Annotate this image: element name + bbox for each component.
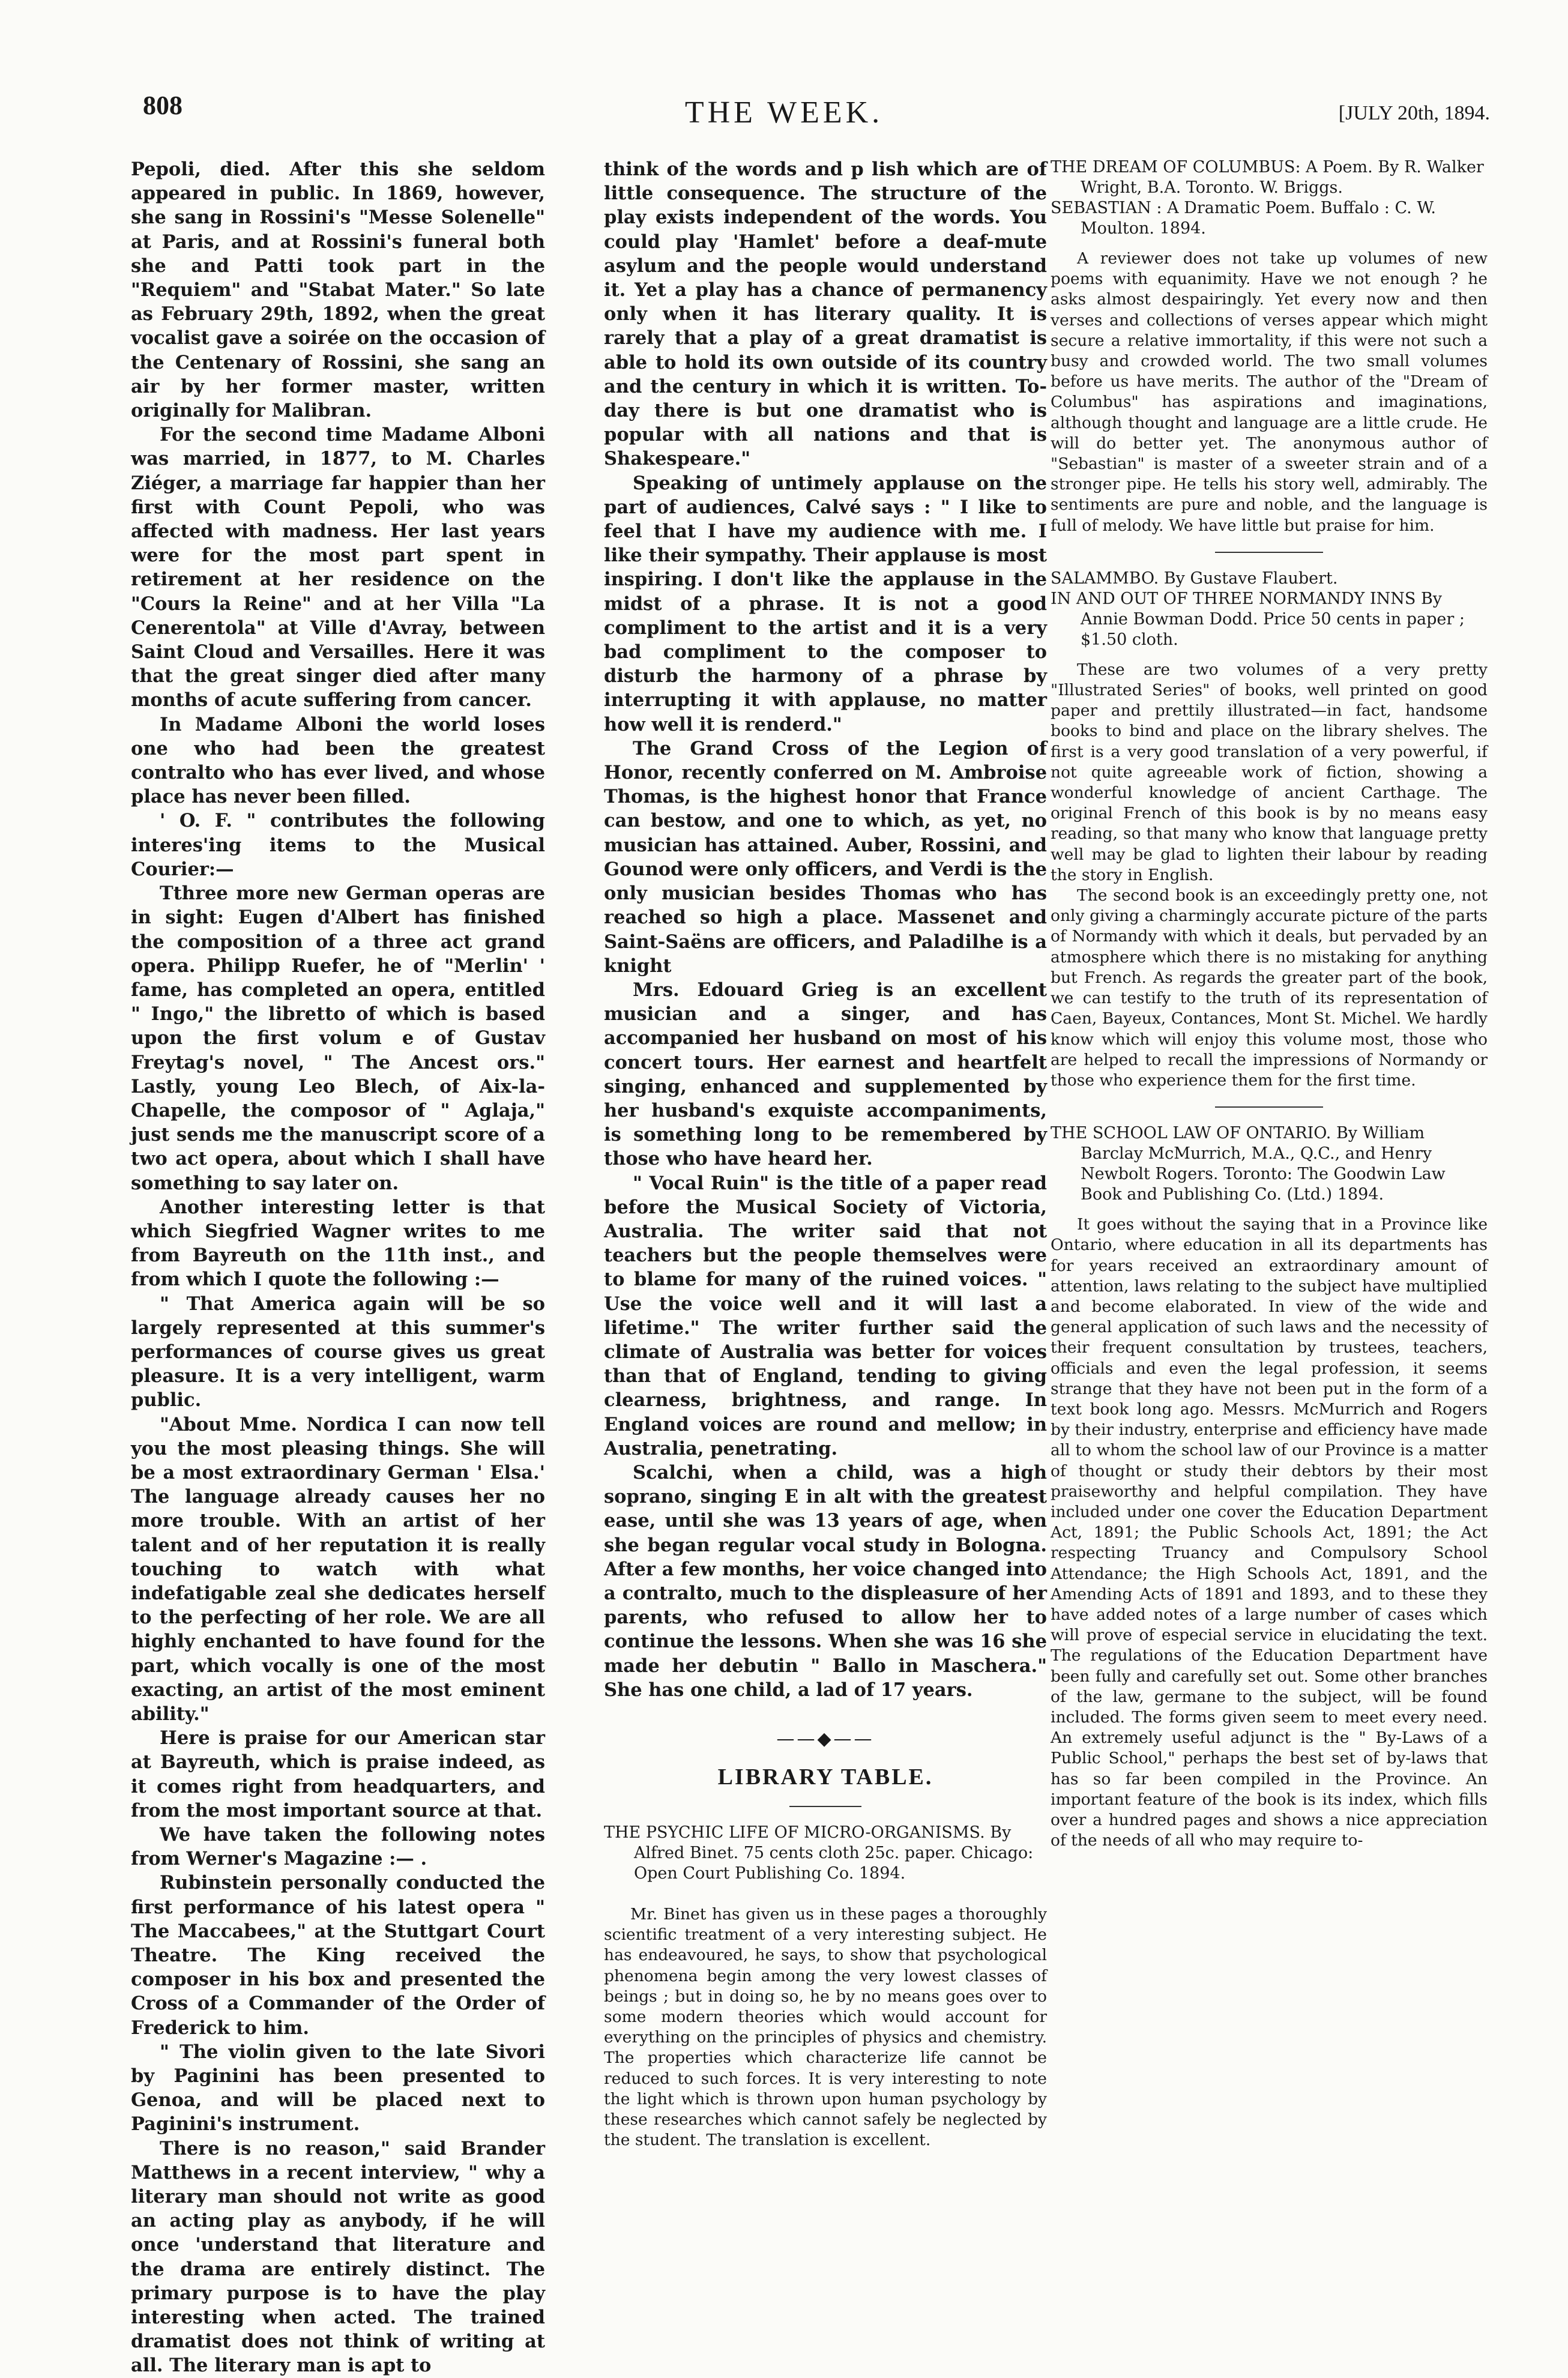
article-paragraph: think of the words and p lish which are of little consequence. The structure of the play exists independent of the words. You could play 'Hamlet' before a deaf-mute asylum and the people would understand it. Yet a play has a chance of permanency only when it has literary quality. It is rarely that a play of a great dramatist is able to hold its own outside of its country and the century in which it is written. To-day there is but one dramatist who is popular with all nations and that is Shakespeare." — [604, 158, 1047, 470]
publication-title: THE WEEK. — [684, 95, 884, 130]
article-paragraph: ' O. F. " contributes the following interes'ing items to the Musical Courier:— — [131, 810, 545, 880]
divider — [1215, 552, 1323, 553]
issue-date: [JULY 20th, 1894. — [1338, 102, 1490, 124]
divider — [1215, 1106, 1323, 1108]
article-paragraph: " Vocal Ruin" is the title of a paper read before the Musical Society of Victoria, Australia. The writer said that not teachers but the people themselves were to blame for many of the ruined voices. " Use the voice well and it will last a lifetime." The writer further said the climate of Australia was better for voices than that of England, tending to giving clearness, brightness, and range. In England voices are round and mellow; in Australia, penetrating. — [604, 1172, 1047, 1459]
page-number: 808 — [143, 91, 182, 120]
column-2 — [604, 157, 1047, 2271]
review-paragraph: The second book is an exceedingly pretty one, not only giving a charmingly accurate picture of the parts of Normandy with which it deals, but pervaded by an atmosphere which there is no mistaking for anything but French. As regards the greater part of the book, we can testify to the truth of its representation of Caen, Bayeux, Contances, Mont St. Michel. We hardly know which will enjoy this volume most, those who are helped to recall the impressions of Normandy or those who experience them for the first time. — [1051, 886, 1488, 1090]
review-entry: THE DREAM OF COLUMBUS: A Poem. By R. Walker Wright, B.A. Toronto. W. Briggs. — [1051, 158, 1484, 197]
divider — [789, 1806, 861, 1807]
review-entry: IN AND OUT OF THREE NORMANDY INNS By Annie Bowman Dodd. Price 50 cents in paper ; $1.50 cloth. — [1051, 589, 1465, 649]
article-paragraph: We have taken the following notes from Werner's Magazine :— . — [131, 1824, 545, 1870]
review-entry: SEBASTIAN : A Dramatic Poem. Buffalo : C. W. Moulton. 1894. — [1051, 199, 1436, 238]
column-3 — [1051, 157, 1488, 2271]
page-header — [0, 90, 1568, 144]
review-entry: THE PSYCHIC LIFE OF MICRO-ORGANISMS. By Alfred Binet. 75 cents cloth 25c. paper. Chicago: Open Court Publishing Co. 1894. — [604, 1823, 1034, 1883]
article-paragraph: Pepoli, died. After this she seldom appeared in public. In 1869, however, she sang in Rossini's "Messe Solenelle" at Paris, and at Rossini's funeral both she and Patti took part in the "Requiem" and "Stabat Mater." So late as February 29th, 1892, when the great vocalist gave a soirée on the occasion of the Centenary of Rossini, she sang an air by her former master, written originally for Malibran. — [131, 158, 545, 422]
article-paragraph: "About Mme. Nordica I can now tell you the most pleasing things. She will be a most extraordinary German ' Elsa.' The language already causes her no more trouble. With an artist of her talent and of her reputation it is really touching to watch with what indefatigable zeal she dedicates herself to the perfecting of her role. We are all highly enchanted to have found for the part, which vocally is one of the most exacting, an artist of the most eminent ability." — [131, 1413, 545, 1725]
article-paragraph: For the second time Madame Alboni was married, in 1877, to M. Charles Ziéger, a marriage far happier than her first with Count Pepoli, who was affected with madness. Her last years were for the most part spent in retirement at her residence on the "Cours la Reine" and at her Villa "La Cenerentola" at Ville d'Avray, between Saint Cloud and Versailles. Here it was that the great singer died after many months of acute suffering from cancer. — [131, 424, 545, 711]
article-paragraph: Tthree more new German operas are in sight: Eugen d'Albert has finished the composition of a three act grand opera. Philipp Ruefer, he of "Merlin' ' fame, has completed an opera, entitled " Ingo," the libretto of which is based upon the first volum e of Gustav Freytag's novel, " The Ancest ors." Lastly, young Leo Blech, of Aix-la-Chapelle, the composor of " Aglaja," just sends me the manuscript score of a two act opera, about which I shall have something to say later on. — [131, 883, 545, 1194]
spacer — [1051, 239, 1488, 249]
review-paragraph: These are two volumes of a very pretty "Illustrated Series" of books, well printed on good paper and prettily illustrated—in fact, handsome books to bind and place on the library shelves. The first is a very good translation of a very powerful, if not quite agreeable work of fiction, showing a wonderful knowledge of ancient Carthage. The original French of this book is by no means easy reading, so that many who know that language pretty well may be glad to lighten their labour by reading the story in English. — [1051, 660, 1488, 884]
column-1 — [131, 157, 545, 2377]
library-table-heading: LIBRARY TABLE. — [717, 1764, 933, 1790]
article-paragraph: There is no reason," said Brander Matthews in a recent interview, " why a literary man should not write as good an acting play as anybody, if he will once 'understand that literature and the drama are entirely distinct. The primary purpose is to have the play interesting when acted. The trained dramatist does not think of writing at all. The literary man is apt to — [131, 2137, 545, 2377]
article-paragraph: In Madame Alboni the world loses one who had been the greatest contralto who has ever lived, and whose place has never been filled. — [131, 713, 545, 808]
article-paragraph: Another interesting letter is that which Siegfried Wagner writes to me from Bayreuth on the 11th inst., and from which I quote the following :— — [131, 1196, 545, 1291]
article-paragraph: Rubinstein personally conducted the first performance of his latest opera " The Maccabees," at the Stuttgart Court Theatre. The King received the composer in his box and presented the Cross of a Commander of the Order of Frederick to him. — [131, 1872, 545, 2039]
spacer — [1051, 1205, 1488, 1215]
article-paragraph: Speaking of untimely applause on the part of audiences, Calvé says : " I like to feel that I have my audience with me. I like their sympathy. Their applause is most inspiring. I don't like the applause in the midst of a phrase. It is not a good compliment to the artist and it is a very bad compliment to the composer to disturb the harmony of a phrase by interrupting it with applause, no matter how well it is renderd." — [604, 472, 1047, 735]
review-paragraph: It goes without the saying that in a Province like Ontario, where education in all its departments has for years received an extraordinary amount of attention, laws relating to the subject have multiplied and become elaborated. In view of the wide and general application of such laws and the necessity of their frequent consultation by trustees, teachers, officials and even the legal profession, it seems strange that they have not been put in the form of a text book long ago. Messrs. McMurrich and Rogers by their industry, enterprise and efficiency have made all to whom the school law of our Province is a matter of thought or study their debtors by their most praiseworthy and helpful compilation. They have included under one cover the Education Department Act, 1891; the Public Schools Act, 1891; the Act respecting Truancy and Compulsory School Attendance; the High Schools Act, 1891, and the Amending Acts of 1891 and 1893, and to these they have added notes of a large number of cases which will prove of especial service in elucidating the text. The regulations of the Education Department have been fully and carefully set out. Some other branches of the law, germane to the subject, will be found included. The forms given seem to meet every need. An extremely useful adjunct is the " By-Laws of a Public School," perhaps the best set of by-laws that has so far been compiled in the Province. An important feature of the book is its index, which fills over a hundred pages and shows a nice appreciation of the needs of all who may require to- — [1051, 1215, 1488, 1850]
review-entry: SALAMMBO. By Gustave Flaubert. — [1051, 569, 1338, 588]
spacer — [604, 1884, 1047, 1904]
article-paragraph: Scalchi, when a child, was a high soprano, singing E in alt with the greatest ease, until she was 13 years of age, when she began regular vocal study in Bologna. After a few months, her voice changed into a contralto, much to the displeasure of her parents, who refused to allow her to continue the lessons. When she was 16 she made her debutin " Ballo in Maschera." She has one child, a lad of 17 years. — [604, 1461, 1047, 1701]
section-ornament: ——◆—— — [776, 1728, 875, 1749]
article-paragraph: The Grand Cross of the Legion of Honor, recently conferred on M. Ambroise Thomas, is the highest honor that France can bestow, and one to which, as yet, no musician has attained. Auber, Rossini, and Gounod were only officers, and Verdi is the only musician besides Thomas who has reached so high a place. Massenet and Saint-Saëns are officers, and Paladilhe is a knight — [604, 737, 1047, 977]
article-paragraph: Here is praise for our American star at Bayreuth, which is praise indeed, as it comes right from headquarters, and from the most important source at that. — [131, 1727, 545, 1821]
spacer — [1051, 650, 1488, 660]
article-paragraph: Mrs. Edouard Grieg is an excellent musician and a singer, and has accompanied her husband on most of his concert tours. Her earnest and heartfelt singing, enhanced and supplemented by her husband's exquiste accompaniments, is something long to be remembered by those who have heard her. — [604, 979, 1047, 1170]
article-paragraph: " That America again will be so largely represented at this summer's performances of course gives us great pleasure. It is a very intelligent, warm public. — [131, 1293, 545, 1411]
review-entry: THE SCHOOL LAW OF ONTARIO. By William Barclay McMurrich, M.A., Q.C., and Henry Newbolt Rogers. Toronto: The Goodwin Law Book and Publishing Co. (Ltd.) 1894. — [1051, 1124, 1446, 1204]
article-paragraph: " The violin given to the late Sivori by Paginini has been presented to Genoa, and will be placed next to Paginini's instrument. — [131, 2041, 545, 2135]
review-paragraph: Mr. Binet has given us in these pages a thoroughly scientific treatment of a very interesting subject. He has endeavoured, he says, to show that psychological phenomena begin among the very lowest classes of beings ; but in doing so, he by no means goes over to some modern theories which would account for everything on the principles of physics and chemistry. The properties which characterize life cannot be reduced to such forces. It is very interesting to note the light which is thrown upon human psychology by these researches which cannot safely be neglected by the student. The translation is excellent. — [604, 1905, 1047, 2150]
review-paragraph: A reviewer does not take up volumes of new poems with equanimity. Have we not enough ? he asks almost despairingly. Yet every now and then verses and collections of verses appear which might secure a relative immortality, if this were not such a busy and crowded world. The two small volumes before us have merits. The author of the "Dream of Columbus" has aspirations and imaginations, although thought and language are a little crude. He will do better yet. The anonymous author of "Sebastian" is master of a sweeter strain and of a stronger pipe. He tells his story well, admirably. The sentiments are pure and noble, and the language is full of melody. We have little but praise for him. — [1051, 249, 1488, 535]
